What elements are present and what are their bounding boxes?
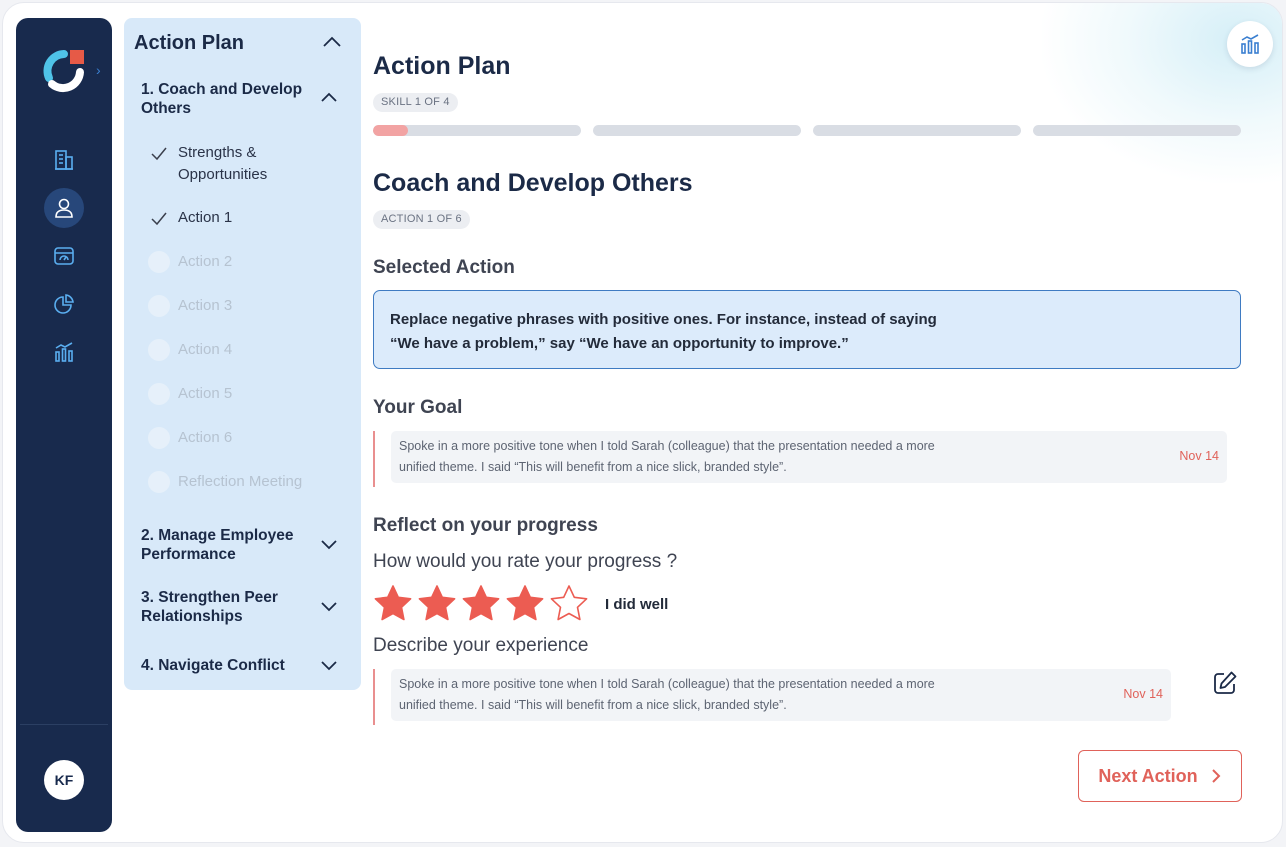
app-window <box>2 2 1283 843</box>
step-label: Action 3 <box>178 297 233 314</box>
next-action-button[interactable] <box>1078 750 1242 802</box>
selected-action-box <box>373 290 1241 369</box>
skill-progress-3 <box>813 125 1021 136</box>
step-action-2[interactable] <box>148 251 232 273</box>
step-action-5[interactable] <box>148 383 232 405</box>
star-filled-icon[interactable] <box>505 584 545 624</box>
next-action-label: Next Action <box>1098 765 1198 786</box>
goal-text-line: Spoke in a more positive tone when I told Sarah (colleague) that the presentation needed a more <box>399 439 935 453</box>
empty-circle-icon <box>148 251 170 273</box>
chevron-down-icon[interactable] <box>317 594 341 618</box>
chevron-down-icon[interactable] <box>317 653 341 677</box>
chevron-up-icon[interactable] <box>317 86 341 110</box>
pie-chart-icon <box>53 293 75 315</box>
nav-building-button[interactable] <box>44 140 84 180</box>
rating-label: I did well <box>605 595 669 613</box>
action-plan-panel <box>124 18 361 690</box>
skill-title-4[interactable]: 4. Navigate Conflict <box>141 657 285 674</box>
step-label: Action 5 <box>178 385 233 402</box>
edit-icon <box>1211 669 1239 697</box>
empty-circle-icon <box>148 339 170 361</box>
step-label: Action 2 <box>178 253 233 270</box>
avatar[interactable]: KF <box>44 760 84 800</box>
skill-title-3[interactable]: 3. Strengthen Peer Relationships <box>141 589 278 625</box>
building-icon <box>53 149 75 171</box>
star-filled-icon[interactable] <box>417 584 457 624</box>
selected-action-line: “We have a problem,” say “We have an opportunity to improve.” <box>390 335 849 352</box>
experience-text <box>391 669 1171 721</box>
step-action-4[interactable] <box>148 339 232 361</box>
check-icon <box>148 142 170 164</box>
skill-progress-4 <box>1033 125 1241 136</box>
empty-circle-icon <box>148 295 170 317</box>
step-label: Action 4 <box>178 341 233 358</box>
star-rating[interactable] <box>373 584 668 624</box>
goal-text <box>391 431 1227 483</box>
app-logo[interactable] <box>42 48 86 94</box>
step-action-3[interactable] <box>148 295 232 317</box>
experience-note <box>373 669 1169 725</box>
dashboard-icon <box>53 245 75 267</box>
experience-text-line: unified theme. I said “This will benefit from a nice slick, branded style”. <box>399 698 787 712</box>
page-title: Action Plan <box>373 52 511 80</box>
nav-rail <box>16 18 112 832</box>
step-label: Action 6 <box>178 429 233 446</box>
panel-title: Action Plan <box>134 32 245 54</box>
step-label: Reflection Meeting <box>178 473 303 490</box>
skill-badge: SKILL 1 OF 4 <box>373 93 458 112</box>
step-label: Action 1 <box>178 209 233 226</box>
chevron-up-icon[interactable] <box>320 31 344 55</box>
skill-progress-1 <box>373 125 581 136</box>
step-action-1[interactable] <box>148 207 232 229</box>
star-filled-icon[interactable] <box>461 584 501 624</box>
chevron-right-icon <box>1210 768 1222 784</box>
bar-chart-icon <box>53 341 75 363</box>
user-icon <box>53 197 75 219</box>
goal-note <box>373 431 1225 487</box>
rating-question: How would you rate your progress ? <box>373 551 678 572</box>
skill-name: Coach and Develop Others <box>373 169 693 197</box>
chevron-down-icon[interactable] <box>317 532 341 556</box>
experience-question: Describe your experience <box>373 635 589 656</box>
skill-title-2[interactable]: 2. Manage Employee Performance <box>141 527 294 563</box>
step-label: Strengths & Opportunities <box>178 144 268 183</box>
step-action-6[interactable] <box>148 427 232 449</box>
selected-action-line: Replace negative phrases with positive ones. For instance, instead of saying <box>390 311 937 328</box>
action-badge: ACTION 1 OF 6 <box>373 210 470 229</box>
star-filled-icon[interactable] <box>373 584 413 624</box>
step-strengths[interactable] <box>148 142 288 186</box>
edit-experience-button[interactable] <box>1209 667 1241 699</box>
check-icon <box>148 207 170 229</box>
progress-fill <box>373 125 408 136</box>
expand-rail-icon[interactable]: › <box>96 62 101 78</box>
nav-analytics-button[interactable] <box>44 332 84 372</box>
empty-circle-icon <box>148 427 170 449</box>
goal-text-line: unified theme. I said “This will benefit from a nice slick, branded style”. <box>399 460 787 474</box>
skill-title-1[interactable]: 1. Coach and Develop Others <box>141 81 303 117</box>
reflect-heading: Reflect on your progress <box>373 515 598 536</box>
goal-heading: Your Goal <box>373 397 463 418</box>
rail-divider <box>20 724 108 725</box>
experience-date: Nov 14 <box>1123 687 1163 701</box>
star-empty-icon[interactable] <box>549 584 589 624</box>
empty-circle-icon <box>148 471 170 493</box>
analytics-button[interactable] <box>1227 21 1273 67</box>
goal-date: Nov 14 <box>1179 449 1219 463</box>
empty-circle-icon <box>148 383 170 405</box>
step-reflection-meeting[interactable] <box>148 471 302 493</box>
skill-progress-2 <box>593 125 801 136</box>
nav-profile-button[interactable] <box>44 188 84 228</box>
bar-chart-icon <box>1239 33 1261 55</box>
selected-action-heading: Selected Action <box>373 257 515 278</box>
experience-text-line: Spoke in a more positive tone when I told Sarah (colleague) that the presentation needed a more <box>399 677 935 691</box>
nav-dashboard-button[interactable] <box>44 236 84 276</box>
nav-reports-button[interactable] <box>44 284 84 324</box>
